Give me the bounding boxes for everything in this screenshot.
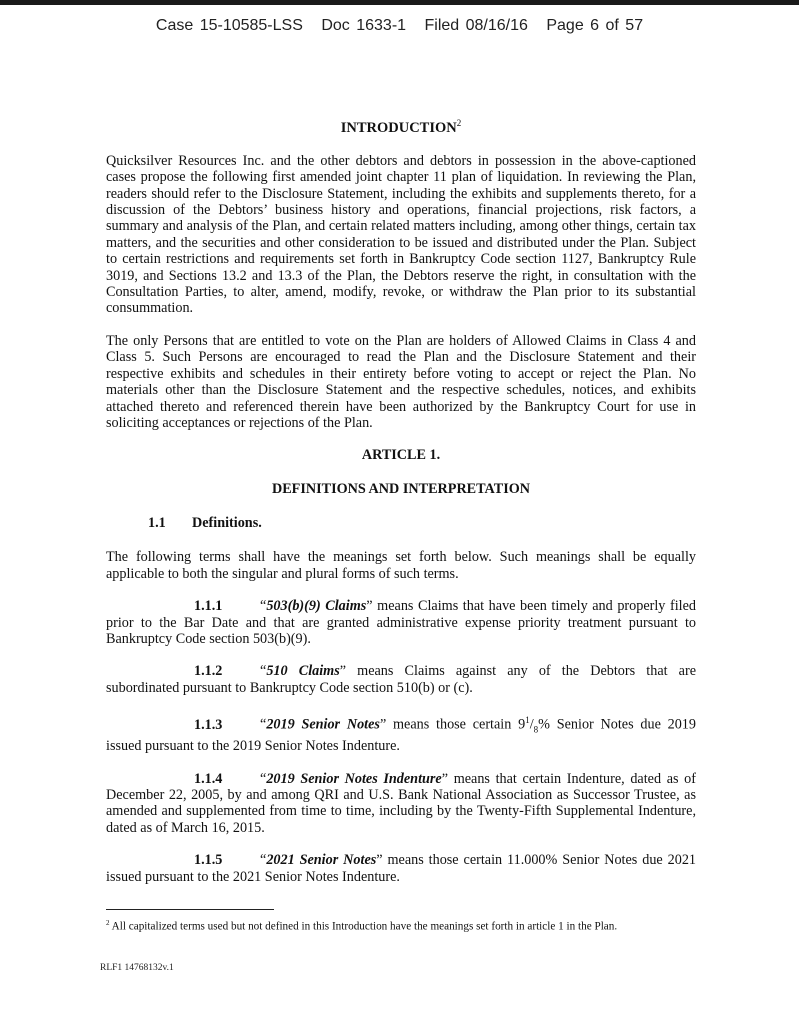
page-indicator: Page 6 of 57 <box>546 17 644 34</box>
doc-number: Doc 1633-1 <box>321 17 407 34</box>
definition-text: means those certain 9 <box>386 716 526 733</box>
definition-number: 1.1.2 <box>194 663 223 680</box>
definition-item: 1.1.4 “2019 Senior Notes Indenture” means that certain Indenture, dated as of December 22, 2005, by and among QRI and U.S. Bank National Association as Successor Trustee, as amended and supplemented from time to time, including by the Twenty-Fifth Supplemental Indenture, dated as of March 16, 2015. <box>106 770 696 836</box>
definition-number: 1.1.4 <box>194 770 223 787</box>
article-title: DEFINITIONS AND INTERPRETATION <box>271 481 531 498</box>
definition-number: 1.1.1 <box>194 598 223 615</box>
case-number: Case 15-10585-LSS <box>155 17 303 34</box>
page-title <box>106 118 696 137</box>
document-body <box>106 118 696 901</box>
definitions-lead-in: The following terms shall have the meanings set forth below. Such meanings shall be equally applicable to both the singular and plural forms of such terms. <box>106 549 696 582</box>
section-number: 1.1 <box>148 515 166 532</box>
definition-item: 1.1.5 “2021 Senior Notes” means those certain 11.000% Senior Notes due 2021 issued pursuant to the 2021 Senior Notes Indenture. <box>106 852 697 885</box>
footnote-number: 2 <box>106 919 110 927</box>
document-id: RLF1 14768132v.1 <box>100 963 174 973</box>
intro-paragraph-1: Quicksilver Resources Inc. and the other debtors and debtors in possession in the above-captioned cases propose the following first amended joint chapter 11 plan of liquidation. In reviewing the Plan, readers should refer to the Disclosure Statement, including the exhibits and supplements thereto, for a discussion of the Debtors’ business history and operations, financial projections, risk factors, a summary and analysis of the Plan, and certain related matters including, among other things, certain tax matters, and the securities and other consideration to be issued and distributed under the Plan. Subject to certain restrictions and requirements set forth in Bankruptcy Code section 1127, Bankruptcy Rule 3019, and Sections 13.2 and 13.3 of the Plan, the Debtors reserve the right, in consultation with the Consultation Parties, to alter, amend, modify, revoke, or withdraw the Plan prior to its substantial consummation. <box>106 152 696 317</box>
title-text: INTRODUCTION <box>340 119 457 136</box>
section-heading <box>106 515 696 532</box>
court-filing-header <box>0 17 799 35</box>
definition-text: means Claims against any of the Debtors that are subordinated pursuant to Bankruptcy Code section 510(b) or (c). <box>106 663 697 696</box>
definition-text-cont: % Senior Notes due 2019 issued pursuant to the 2019 Senior Notes Indenture. <box>106 716 696 755</box>
definition-term: 2019 Senior Notes <box>266 716 380 733</box>
section-title: Definitions. <box>192 515 262 532</box>
definition-item: 1.1.2 “510 Claims” means Claims against any of the Debtors that are subordinated pursuant to Bankruptcy Code section 510(b) or (c). <box>106 663 697 696</box>
definition-number: 1.1.3 <box>194 716 223 733</box>
footnote <box>106 916 706 934</box>
footnote-text: All capitalized terms used but not defined in this Introduction have the meanings set forth in article 1 in the Plan. <box>109 920 618 933</box>
filed-date: Filed 08/16/16 <box>424 17 528 34</box>
footnote-divider <box>106 909 274 910</box>
definition-term: 510 Claims <box>266 663 340 680</box>
definition-term: 2019 Senior Notes Indenture <box>266 770 442 787</box>
definition-item: 1.1.3 “2019 Senior Notes” means those certain $9^1/_8\%$ Senior Notes due 2019 issued pursuant to the 2019 Senior Notes Indenture. <box>106 715 696 755</box>
definition-text: means those certain 11.000% Senior Notes due 2021 issued pursuant to the 2021 Senior Notes Indenture. <box>106 852 697 885</box>
scan-edge-bar <box>0 0 799 5</box>
definition-text: means that certain Indenture, dated as of December 22, 2005, by and among QRI and U.S. Bank National Association as Successor Trustee, as amended and supplemented from time to time, including by the Twenty-Fifth Supplemental Indenture, dated as of March 16, 2015. <box>106 770 696 836</box>
definition-item: 1.1.1 “503(b)(9) Claims” means Claims that have been timely and properly filed prior to the Bar Date and that are granted administrative expense priority treatment pursuant to Bankruptcy Code section 503(b)(9). <box>106 598 696 647</box>
fraction-numerator: 1 <box>525 715 530 726</box>
fraction-denominator: 8 <box>533 724 539 735</box>
intro-paragraph-2: The only Persons that are entitled to vote on the Plan are holders of Allowed Claims in Class 4 and Class 5. Such Persons are encouraged to read the Plan and the Disclosure Statement and their respective exhibits and schedules in their entirety before voting to accept or reject the Plan. No materials other than the Disclosure Statement and the respective schedules, notices, and exhibits attached thereto and referenced therein have been authorized by the Bankruptcy Court for use in soliciting acceptances or rejections of the Plan. <box>106 332 696 431</box>
article-number: ARTICLE 1. <box>361 447 441 464</box>
definition-number: 1.1.5 <box>194 852 223 869</box>
definition-text: means Claims that have been timely and properly filed prior to the Bar Date and that are granted administrative expense priority treatment pursuant to Bankruptcy Code section 503(b)(9). <box>106 598 696 647</box>
definition-term: 2021 Senior Notes <box>266 852 377 869</box>
footnote-ref: 2 <box>456 118 462 128</box>
definition-term: 503(b)(9) Claims <box>266 598 367 615</box>
